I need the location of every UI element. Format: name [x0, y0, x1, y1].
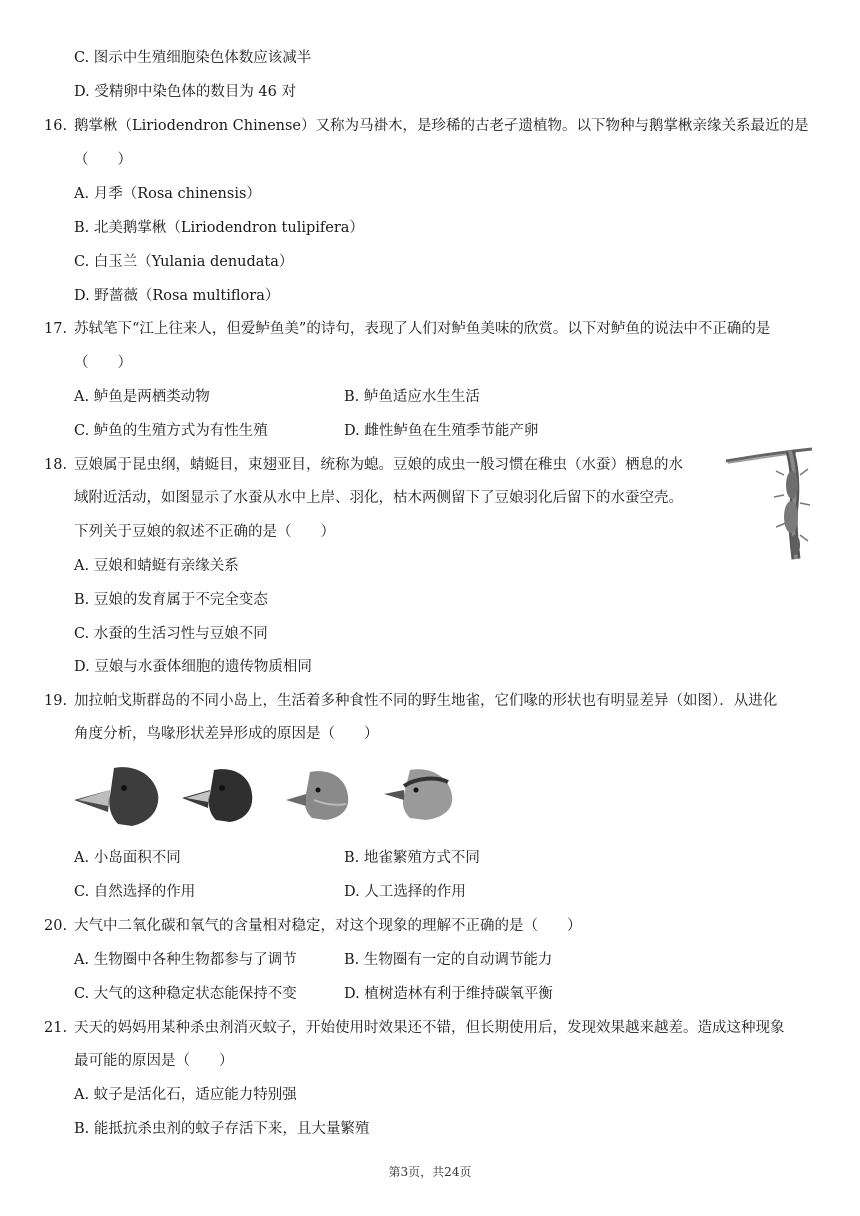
q19-option-b: B. 地雀繁殖方式不同 [344, 850, 480, 866]
q15-option-d: D. 受精卵中染色体的数目为 46 对 [74, 84, 296, 100]
q20-option-a: A. 生物圈中各种生物都参与了调节 [74, 952, 297, 968]
q18-option-a: A. 豆娘和蜻蜓有亲缘关系 [74, 558, 239, 574]
q17-option-a: A. 鲈鱼是两栖类动物 [74, 389, 210, 405]
q21-option-b: B. 能抵抗杀虫剂的蚊子存活下来，且大量繁殖 [74, 1121, 370, 1137]
q16-option-d: D. 野蔷薇（Rosa multiflora） [74, 288, 280, 304]
q20-option-d: D. 植树造林有利于维持碳氧平衡 [344, 986, 553, 1002]
finch-head-3-icon [286, 771, 348, 820]
q17-option-b: B. 鲈鱼适应水生生活 [344, 389, 480, 405]
q18-stem-line3: 下列关于豆娘的叙述不正确的是（ ） [74, 524, 335, 540]
damselfly-figure [724, 445, 816, 563]
page-footer: 第3页，共24页 [388, 1165, 472, 1179]
q19-option-a: A. 小岛面积不同 [74, 850, 181, 866]
q18-option-c: C. 水蚕的生活习性与豆娘不同 [74, 626, 268, 642]
q17-option-d: D. 雌性鲈鱼在生殖季节能产卵 [344, 423, 539, 439]
q21-option-a: A. 蚊子是活化石，适应能力特别强 [74, 1087, 297, 1103]
q19-stem-line2: 角度分析，鸟喙形状差异形成的原因是（ ） [74, 726, 379, 742]
q19-number: 19. [44, 693, 68, 709]
q15-option-c: C. 图示中生殖细胞染色体数应该减半 [74, 50, 312, 66]
q18-stem-line1: 豆娘属于昆虫纲，蜻蜓目，束翅亚目，统称为螅。豆娘的成虫一般习惯在稚虫（水蚕）栖息的水 [74, 457, 683, 473]
q18-number: 18. [44, 457, 68, 473]
q20-number: 20. [44, 918, 68, 934]
q16-option-c: C. 白玉兰（Yulania denudata） [74, 254, 294, 270]
q21-number: 21. [44, 1020, 68, 1036]
q16-number: 16. [44, 118, 68, 134]
q16-stem-line1: 鹅掌楸（Liriodendron Chinense）又称为马褂木，是珍稀的古老孑遗植物。以下物种与鹅掌楸亲缘关系最近的是 [74, 118, 809, 134]
finch-head-4-icon [384, 769, 452, 820]
finch-head-1-icon [74, 767, 158, 826]
q20-option-b: B. 生物圈有一定的自动调节能力 [344, 952, 553, 968]
q21-stem-line2: 最可能的原因是（ ） [74, 1053, 234, 1069]
q19-option-d: D. 人工选择的作用 [344, 884, 466, 900]
q20-stem-line1: 大气中二氧化碳和氧气的含量相对稳定，对这个现象的理解不正确的是（ ） [74, 918, 582, 934]
q19-option-c: C. 自然选择的作用 [74, 884, 196, 900]
q19-stem-line1: 加拉帕戈斯群岛的不同小岛上，生活着多种食性不同的野生地雀，它们喙的形状也有明显差异（如图）．从进化 [74, 693, 778, 709]
q17-stem-line1: 苏轼笔下“江上往来人，但爱鲈鱼美”的诗句，表现了人们对鲈鱼美味的欣赏。以下对鲈鱼的说法中不正确的是 [74, 321, 771, 337]
q18-option-b: B. 豆娘的发育属于不完全变态 [74, 592, 268, 608]
q16-option-a: A. 月季（Rosa chinensis） [74, 186, 261, 202]
q17-option-c: C. 鲈鱼的生殖方式为有性生殖 [74, 423, 268, 439]
finch-head-2-icon [182, 769, 252, 822]
q18-stem-line2: 域附近活动，如图显示了水蚕从水中上岸、羽化，枯木两侧留下了豆娘羽化后留下的水蚕空壳。 [74, 490, 683, 506]
q16-option-b: B. 北美鹅掌楸（Liriodendron tulipifera） [74, 220, 364, 236]
q18-option-d: D. 豆娘与水蚕体细胞的遗传物质相同 [74, 659, 312, 675]
q20-option-c: C. 大气的这种稳定状态能保持不变 [74, 986, 297, 1002]
q17-number: 17. [44, 321, 68, 337]
q17-stem-line2: （ ） [74, 355, 132, 371]
q21-stem-line1: 天天的妈妈用某种杀虫剂消灭蚊子，开始使用时效果还不错，但长期使用后，发现效果越来越差。造成这种现象 [74, 1020, 785, 1036]
finch-beaks-figure [70, 760, 470, 830]
q16-stem-line2: （ ） [74, 152, 132, 168]
